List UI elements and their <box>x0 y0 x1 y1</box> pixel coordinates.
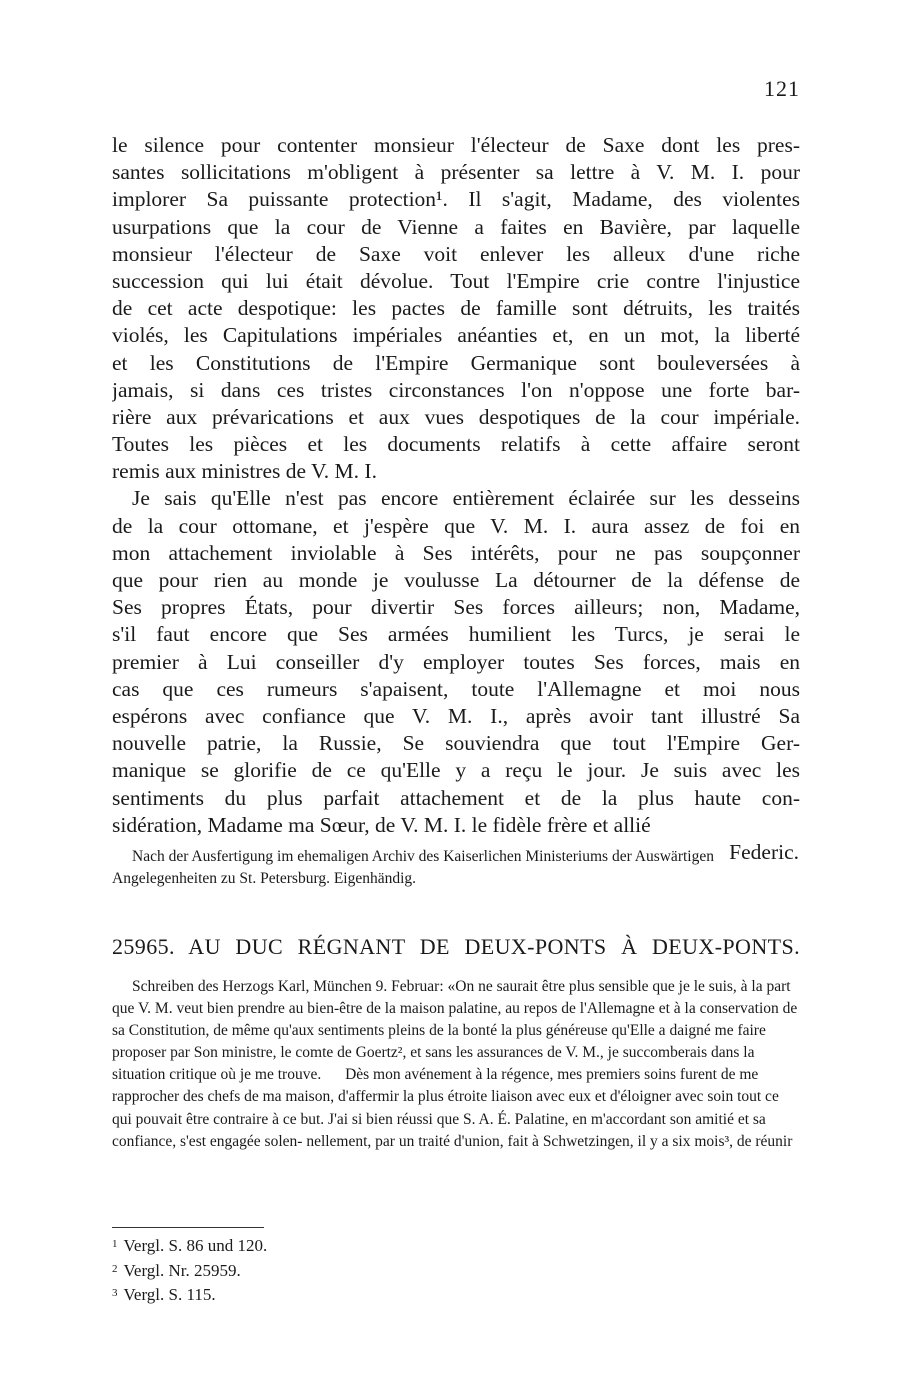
letter-line: le silence pour contenter monsieur l'électeur de Saxe dont les pres- <box>112 133 800 157</box>
letter-line: violés, les Capitulations impériales anéanties et, en un mot, la liberté <box>112 323 800 348</box>
footnote <box>112 1233 412 1258</box>
footnote-mark: 1 <box>112 1238 118 1250</box>
letter-line: mon attachement inviolable à Ses intérêts, pour ne pas soupçonner <box>112 540 800 565</box>
letter-line: Toutes les pièces et les documents relatifs à cette affaire seront <box>112 432 800 457</box>
letter-line: manique se glorifie de ce qu'Elle y a reçu le jour. Je suis avec les <box>112 758 800 783</box>
letter-line: sidération, Madame ma Sœur, de V. M. I. le fidèle frère et allié <box>112 812 651 837</box>
letter-number: 25965. <box>112 934 175 959</box>
letter-line: remis aux ministres de V. M. I. <box>112 459 377 484</box>
letter-line: monsieur l'électeur de Saxe voit enlever les alleux d'une riche <box>112 241 800 266</box>
footnote-text: Vergl. S. 86 und 120. <box>123 1236 268 1255</box>
provenance-note <box>112 846 800 890</box>
intro-line: faire proposer par Son ministre, le comte de Goertz², et sans les assurances de <box>112 1022 766 1062</box>
letter-line: nouvelle patrie, la Russie, Se souviendra que tout l'Empire Ger- <box>112 731 800 756</box>
intro-line: Dès mon avénement à la régence, mes premiers soins furent de me rapprocher <box>112 1066 759 1106</box>
footnote-mark: 2 <box>112 1262 118 1275</box>
intro-line: maison palatine, au repos de l'Allemagne et à la conservation de sa Constitution, de <box>112 1000 798 1040</box>
intro-line: des chefs de ma maison, d'affermir la plus étroite liaison avec eux et d'éloigner <box>183 1088 672 1106</box>
letter-line: de la cour ottomane, et j'espère que V. M. I. aura assez de foi en <box>112 513 800 538</box>
footnotes <box>112 1233 412 1307</box>
letter-line: succession qui lui était dévolue. Tout l'Empire crie contre l'injustice <box>112 268 800 293</box>
letter-line: Ses propres États, pour divertir Ses forces ailleurs; non, Madame, <box>112 595 800 620</box>
letter-line: et les Constitutions de l'Empire Germanique sont bouleversées à <box>112 350 800 375</box>
letter-body <box>112 132 800 866</box>
intro-line: V. M., je succomberais dans la situation critique où je me trouve. <box>112 1044 755 1084</box>
intro-line: S. A. É. Palatine, en m'accordant son amitié et sa confiance, s'est engagée solen- <box>112 1110 766 1150</box>
letter-line: cas que ces rumeurs s'apaisent, toute l'Allemagne et moi nous <box>112 676 800 701</box>
footnote-text: Vergl. Nr. 25959. <box>123 1260 241 1280</box>
intro-text <box>112 976 800 1153</box>
provenance-line: der Auswärtigen Angelegenheiten zu St. Petersburg. Eigenhändig. <box>112 848 714 887</box>
footnote <box>112 1258 412 1283</box>
letter-line: de cet acte despotique: les pactes de famille sont détruits, les traités <box>112 296 800 321</box>
letter-line: Je sais qu'Elle n'est pas encore entièrement éclairée sur les desseins <box>132 486 800 511</box>
letter-line: santes sollicitations m'obligent à présenter sa lettre à V. M. I. pour <box>112 160 800 185</box>
letter-line: jamais, si dans ces tristes circonstances l'on n'oppose une forte bar- <box>112 377 800 402</box>
letter-line: espérons avec confiance que V. M. I., après avoir tant illustré Sa <box>112 703 800 728</box>
intro-line: même qu'aux sentiments pleins de la bonté la plus généreuse qu'Elle a daigné me <box>231 1022 734 1040</box>
letter-line: implorer Sa puissante protection¹. Il s'agit, Madame, des violentes <box>112 187 800 212</box>
footnote-text: Vergl. S. 115. <box>123 1285 216 1304</box>
intro-line: nellement, par un traité d'union, fait à Schwetzingen, il y a six mois³, de réunir <box>306 1132 793 1150</box>
letter-line: premier à Lui conseiller d'y employer toutes Ses forces, mais en <box>112 649 800 674</box>
footnote-mark: 3 <box>112 1287 118 1299</box>
letter-title: AU DUC RÉGNANT DE DEUX-PONTS À DEUX-PONTS. <box>188 934 800 959</box>
letter-heading <box>112 932 800 962</box>
signature: Federic. <box>729 839 799 864</box>
footnote <box>112 1282 412 1307</box>
footnote-divider <box>112 1227 264 1228</box>
letter-line: sentiments du plus parfait attachement et de la plus haute con- <box>112 785 800 810</box>
letter-line: s'il faut encore que Ses armées humilient les Turcs, je serai le <box>112 622 800 647</box>
intro-line: avec soin tout ce qui pouvait être contraire à ce but. J'ai si bien réussi que <box>112 1088 779 1128</box>
page-number: 121 <box>764 76 800 101</box>
letter-line: usurpations que la cour de Vienne a faites en Bavière, par laquelle <box>112 214 800 239</box>
provenance-line: Nach der Ausfertigung im ehemaligen Archiv des Kaiserlichen Ministeriums <box>132 848 609 865</box>
letter-line: que pour rien au monde je voulusse La détourner de la défense de <box>112 568 800 592</box>
intro-line: sensible que je le suis, à la part que V. M. veut bien prendre au bien-être de la <box>112 978 791 1018</box>
intro-line: Schreiben des Herzogs Karl, München 9. Februar: «On ne saurait être plus <box>132 978 595 995</box>
letter-line: rière aux prévarications et aux vues despotiques de la cour impériale. <box>112 404 800 429</box>
